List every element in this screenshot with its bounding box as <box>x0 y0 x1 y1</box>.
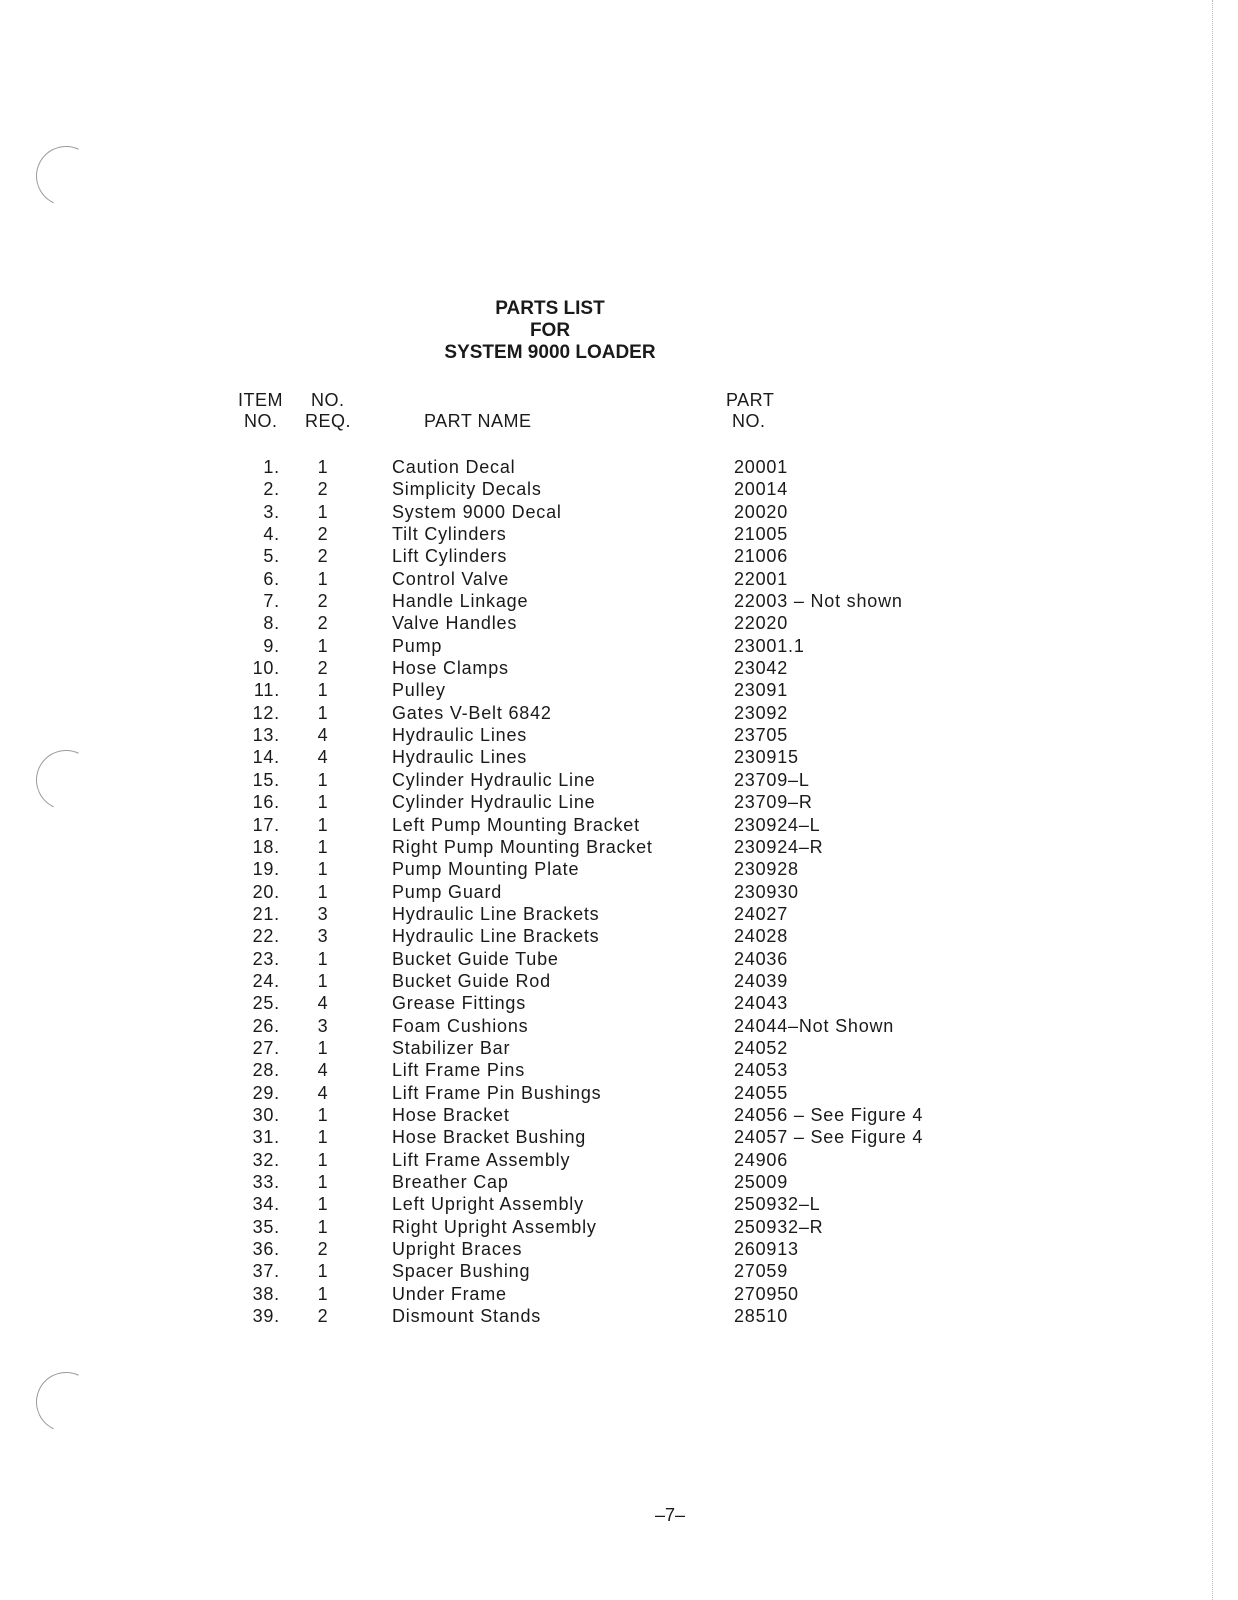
part-name: Lift Frame Assembly <box>392 1149 571 1170</box>
table-row <box>0 545 1238 567</box>
part-name: Spacer Bushing <box>392 1261 531 1282</box>
part-number: 24039 <box>734 970 789 991</box>
table-row <box>0 568 1238 590</box>
header-text: PART <box>726 390 775 410</box>
part-number: 24052 <box>734 1037 789 1058</box>
header-text: PART NAME <box>424 411 532 431</box>
table-row <box>0 925 1238 947</box>
part-name: Lift Frame Pin Bushings <box>392 1082 602 1103</box>
item-number: 34. <box>252 1194 280 1215</box>
part-name: Dismount Stands <box>392 1306 542 1327</box>
part-name: Pulley <box>392 680 446 701</box>
quantity-required: 1 <box>317 501 329 522</box>
item-number: 9. <box>263 635 280 656</box>
part-name: Lift Cylinders <box>392 546 508 567</box>
table-row <box>0 836 1238 858</box>
quantity-required: 1 <box>317 859 329 880</box>
part-name: Pump Guard <box>392 881 503 902</box>
part-name: Hydraulic Lines <box>392 747 528 768</box>
title-line-3: SYSTEM 9000 LOADER <box>444 342 656 363</box>
item-number: 11. <box>253 680 280 701</box>
part-name: Grease Fittings <box>392 993 527 1014</box>
part-name: Breather Cap <box>392 1172 509 1192</box>
table-row <box>0 456 1238 478</box>
part-number: 23001.1 <box>734 635 805 656</box>
part-number: 230915 <box>734 747 799 768</box>
part-name: Left Upright Assembly <box>392 1194 584 1215</box>
header-text: NO. <box>732 411 766 431</box>
quantity-required: 1 <box>317 680 329 701</box>
part-number: 270950 <box>734 1283 799 1304</box>
column-header-part-name <box>424 411 532 432</box>
table-row <box>0 501 1238 523</box>
table-row <box>0 948 1238 970</box>
item-number: 27. <box>252 1037 280 1058</box>
part-number: 24027 <box>734 903 789 924</box>
header-text: ITEM <box>238 390 283 410</box>
part-number: 24055 <box>734 1082 789 1103</box>
quantity-required: 1 <box>317 970 329 991</box>
table-row <box>0 478 1238 500</box>
part-number: 21006 <box>734 546 789 567</box>
quantity-required: 2 <box>317 1239 329 1260</box>
part-name: Right Upright Assembly <box>392 1216 597 1237</box>
part-number: 230924–L <box>734 814 821 835</box>
part-name: Hose Bracket <box>392 1104 510 1125</box>
table-row <box>0 1149 1238 1171</box>
quantity-required: 1 <box>317 948 329 969</box>
part-name: Valve Handles <box>392 613 518 634</box>
part-name: Tilt Cylinders <box>392 524 507 545</box>
part-name: Hose Bracket Bushing <box>392 1127 587 1148</box>
item-number: 5. <box>263 546 280 567</box>
table-row <box>0 1082 1238 1104</box>
part-number: 230924–R <box>734 836 824 857</box>
part-number: 23091 <box>734 680 789 701</box>
part-name: Upright Braces <box>392 1239 523 1260</box>
part-number: 250932–R <box>734 1216 824 1237</box>
part-name: Right Pump Mounting Bracket <box>392 836 653 857</box>
table-row <box>0 1283 1238 1305</box>
table-row <box>0 769 1238 791</box>
quantity-required: 1 <box>317 814 329 835</box>
part-number: 25009 <box>734 1172 789 1192</box>
quantity-required: 4 <box>317 1060 329 1081</box>
table-row <box>0 1104 1238 1126</box>
punch-hole-mark <box>28 138 105 215</box>
quantity-required: 1 <box>317 836 329 857</box>
quantity-required: 1 <box>317 568 329 589</box>
item-number: 18. <box>252 836 280 857</box>
item-number: 25. <box>252 993 280 1014</box>
part-number: 21005 <box>734 524 789 545</box>
parts-table <box>0 456 1238 1327</box>
part-number: 22001 <box>734 568 789 589</box>
part-number: 24053 <box>734 1060 789 1081</box>
table-row <box>0 702 1238 724</box>
part-name: Hydraulic Line Brackets <box>392 926 600 947</box>
item-number: 31. <box>252 1127 280 1148</box>
table-row <box>0 1260 1238 1282</box>
part-name: Cylinder Hydraulic Line <box>392 769 596 790</box>
part-name: Bucket Guide Rod <box>392 970 551 991</box>
part-number: 22003 – Not shown <box>734 591 903 612</box>
part-number: 24044–Not Shown <box>734 1015 895 1036</box>
quantity-required: 1 <box>317 702 329 723</box>
header-text: NO. <box>311 390 345 410</box>
part-name: Handle Linkage <box>392 591 529 612</box>
table-row <box>0 523 1238 545</box>
title-line-1: PARTS LIST <box>495 298 605 319</box>
quantity-required: 3 <box>317 1015 329 1036</box>
part-number: 20001 <box>734 457 789 477</box>
part-name: Pump Mounting Plate <box>392 859 580 880</box>
item-number: 38. <box>252 1283 280 1304</box>
quantity-required: 1 <box>317 1037 329 1058</box>
part-number: 23042 <box>734 658 789 679</box>
page-number: –7– <box>654 1505 686 1525</box>
part-name: System 9000 Decal <box>392 501 562 522</box>
part-name: Foam Cushions <box>392 1015 529 1036</box>
quantity-required: 2 <box>317 524 329 545</box>
table-row <box>0 1015 1238 1037</box>
table-row <box>0 791 1238 813</box>
item-number: 1. <box>263 457 280 477</box>
item-number: 4. <box>263 524 280 545</box>
item-number: 8. <box>263 613 280 634</box>
table-row <box>0 1171 1238 1193</box>
table-row <box>0 724 1238 746</box>
table-row <box>0 635 1238 657</box>
part-number: 23705 <box>734 725 789 746</box>
part-number: 27059 <box>734 1261 789 1282</box>
part-number: 230930 <box>734 881 799 902</box>
table-row <box>0 657 1238 679</box>
part-number: 22020 <box>734 613 789 634</box>
part-number: 28510 <box>734 1306 789 1327</box>
item-number: 36. <box>252 1239 280 1260</box>
table-row <box>0 590 1238 612</box>
part-name: Gates V-Belt 6842 <box>392 702 552 723</box>
item-number: 3. <box>263 501 280 522</box>
quantity-required: 2 <box>317 613 329 634</box>
part-number: 23709–R <box>734 792 813 813</box>
table-row <box>0 612 1238 634</box>
column-header-qty <box>305 390 351 432</box>
part-number: 24028 <box>734 926 789 947</box>
table-row <box>0 1037 1238 1059</box>
item-number: 29. <box>252 1082 280 1103</box>
item-number: 21. <box>252 903 280 924</box>
item-number: 19. <box>252 859 280 880</box>
part-name: Stabilizer Bar <box>392 1037 511 1058</box>
quantity-required: 1 <box>317 1104 329 1125</box>
item-number: 37. <box>252 1261 280 1282</box>
table-row <box>0 1059 1238 1081</box>
item-number: 15. <box>252 769 280 790</box>
part-number: 250932–L <box>734 1194 821 1215</box>
part-name: Control Valve <box>392 568 510 589</box>
table-row <box>0 903 1238 925</box>
part-name: Bucket Guide Tube <box>392 948 559 969</box>
item-number: 16. <box>252 792 280 813</box>
part-number: 20020 <box>734 501 789 522</box>
quantity-required: 2 <box>317 1306 329 1327</box>
quantity-required: 1 <box>317 792 329 813</box>
table-row <box>0 814 1238 836</box>
item-number: 17. <box>252 814 280 835</box>
title-line-2: FOR <box>529 320 571 341</box>
part-number: 260913 <box>734 1239 799 1260</box>
part-name: Lift Frame Pins <box>392 1060 526 1081</box>
item-number: 26. <box>252 1015 280 1036</box>
quantity-required: 1 <box>317 457 329 477</box>
item-number: 2. <box>263 479 280 500</box>
table-row <box>0 858 1238 880</box>
part-name: Pump <box>392 635 443 656</box>
item-number: 32. <box>252 1149 280 1170</box>
item-number: 33. <box>252 1172 280 1192</box>
part-number: 24056 – See Figure 4 <box>734 1104 924 1125</box>
table-row <box>0 970 1238 992</box>
quantity-required: 4 <box>317 747 329 768</box>
table-row <box>0 746 1238 768</box>
quantity-required: 1 <box>317 1216 329 1237</box>
part-name: Caution Decal <box>392 457 516 477</box>
quantity-required: 1 <box>317 769 329 790</box>
part-number: 23092 <box>734 702 789 723</box>
page-title <box>380 298 720 364</box>
part-name: Left Pump Mounting Bracket <box>392 814 640 835</box>
quantity-required: 1 <box>317 1149 329 1170</box>
item-number: 20. <box>252 881 280 902</box>
quantity-required: 1 <box>317 1261 329 1282</box>
item-number: 10. <box>252 658 280 679</box>
part-number: 20014 <box>734 479 789 500</box>
part-name: Hydraulic Line Brackets <box>392 903 600 924</box>
table-row <box>0 1216 1238 1238</box>
quantity-required: 1 <box>317 1127 329 1148</box>
quantity-required: 1 <box>317 1283 329 1304</box>
part-number: 24906 <box>734 1149 789 1170</box>
item-number: 35. <box>252 1216 280 1237</box>
table-row <box>0 881 1238 903</box>
quantity-required: 4 <box>317 1082 329 1103</box>
part-name: Hose Clamps <box>392 658 509 679</box>
quantity-required: 4 <box>317 993 329 1014</box>
header-text: NO. <box>244 411 278 431</box>
table-row <box>0 1193 1238 1215</box>
quantity-required: 3 <box>317 926 329 947</box>
item-number: 30. <box>252 1104 280 1125</box>
item-number: 23. <box>252 948 280 969</box>
part-name: Simplicity Decals <box>392 479 542 500</box>
part-number: 24036 <box>734 948 789 969</box>
item-number: 6. <box>263 568 280 589</box>
quantity-required: 1 <box>317 881 329 902</box>
quantity-required: 2 <box>317 479 329 500</box>
quantity-required: 4 <box>317 725 329 746</box>
item-number: 12. <box>252 702 280 723</box>
item-number: 13. <box>252 725 280 746</box>
part-number: 230928 <box>734 859 799 880</box>
header-text: REQ. <box>305 411 352 431</box>
item-number: 22. <box>252 926 280 947</box>
table-row <box>0 679 1238 701</box>
part-name: Under Frame <box>392 1283 507 1304</box>
quantity-required: 3 <box>317 903 329 924</box>
part-number: 24043 <box>734 993 789 1014</box>
part-number: 24057 – See Figure 4 <box>734 1127 924 1148</box>
item-number: 7. <box>263 591 280 612</box>
part-name: Cylinder Hydraulic Line <box>392 792 596 813</box>
item-number: 24. <box>252 970 280 991</box>
quantity-required: 1 <box>317 1172 329 1192</box>
item-number: 28. <box>252 1060 280 1081</box>
column-header-part-no <box>726 390 774 432</box>
part-name: Hydraulic Lines <box>392 725 528 746</box>
quantity-required: 1 <box>317 1194 329 1215</box>
quantity-required: 2 <box>317 658 329 679</box>
item-number: 39. <box>252 1306 280 1327</box>
column-header-item <box>238 390 283 432</box>
table-row <box>0 1238 1238 1260</box>
punch-hole-mark <box>28 1364 105 1441</box>
table-row <box>0 1305 1238 1327</box>
table-row <box>0 992 1238 1014</box>
quantity-required: 2 <box>317 546 329 567</box>
quantity-required: 2 <box>317 591 329 612</box>
table-row <box>0 1126 1238 1148</box>
quantity-required: 1 <box>317 635 329 656</box>
item-number: 14. <box>252 747 280 768</box>
part-number: 23709–L <box>734 769 810 790</box>
